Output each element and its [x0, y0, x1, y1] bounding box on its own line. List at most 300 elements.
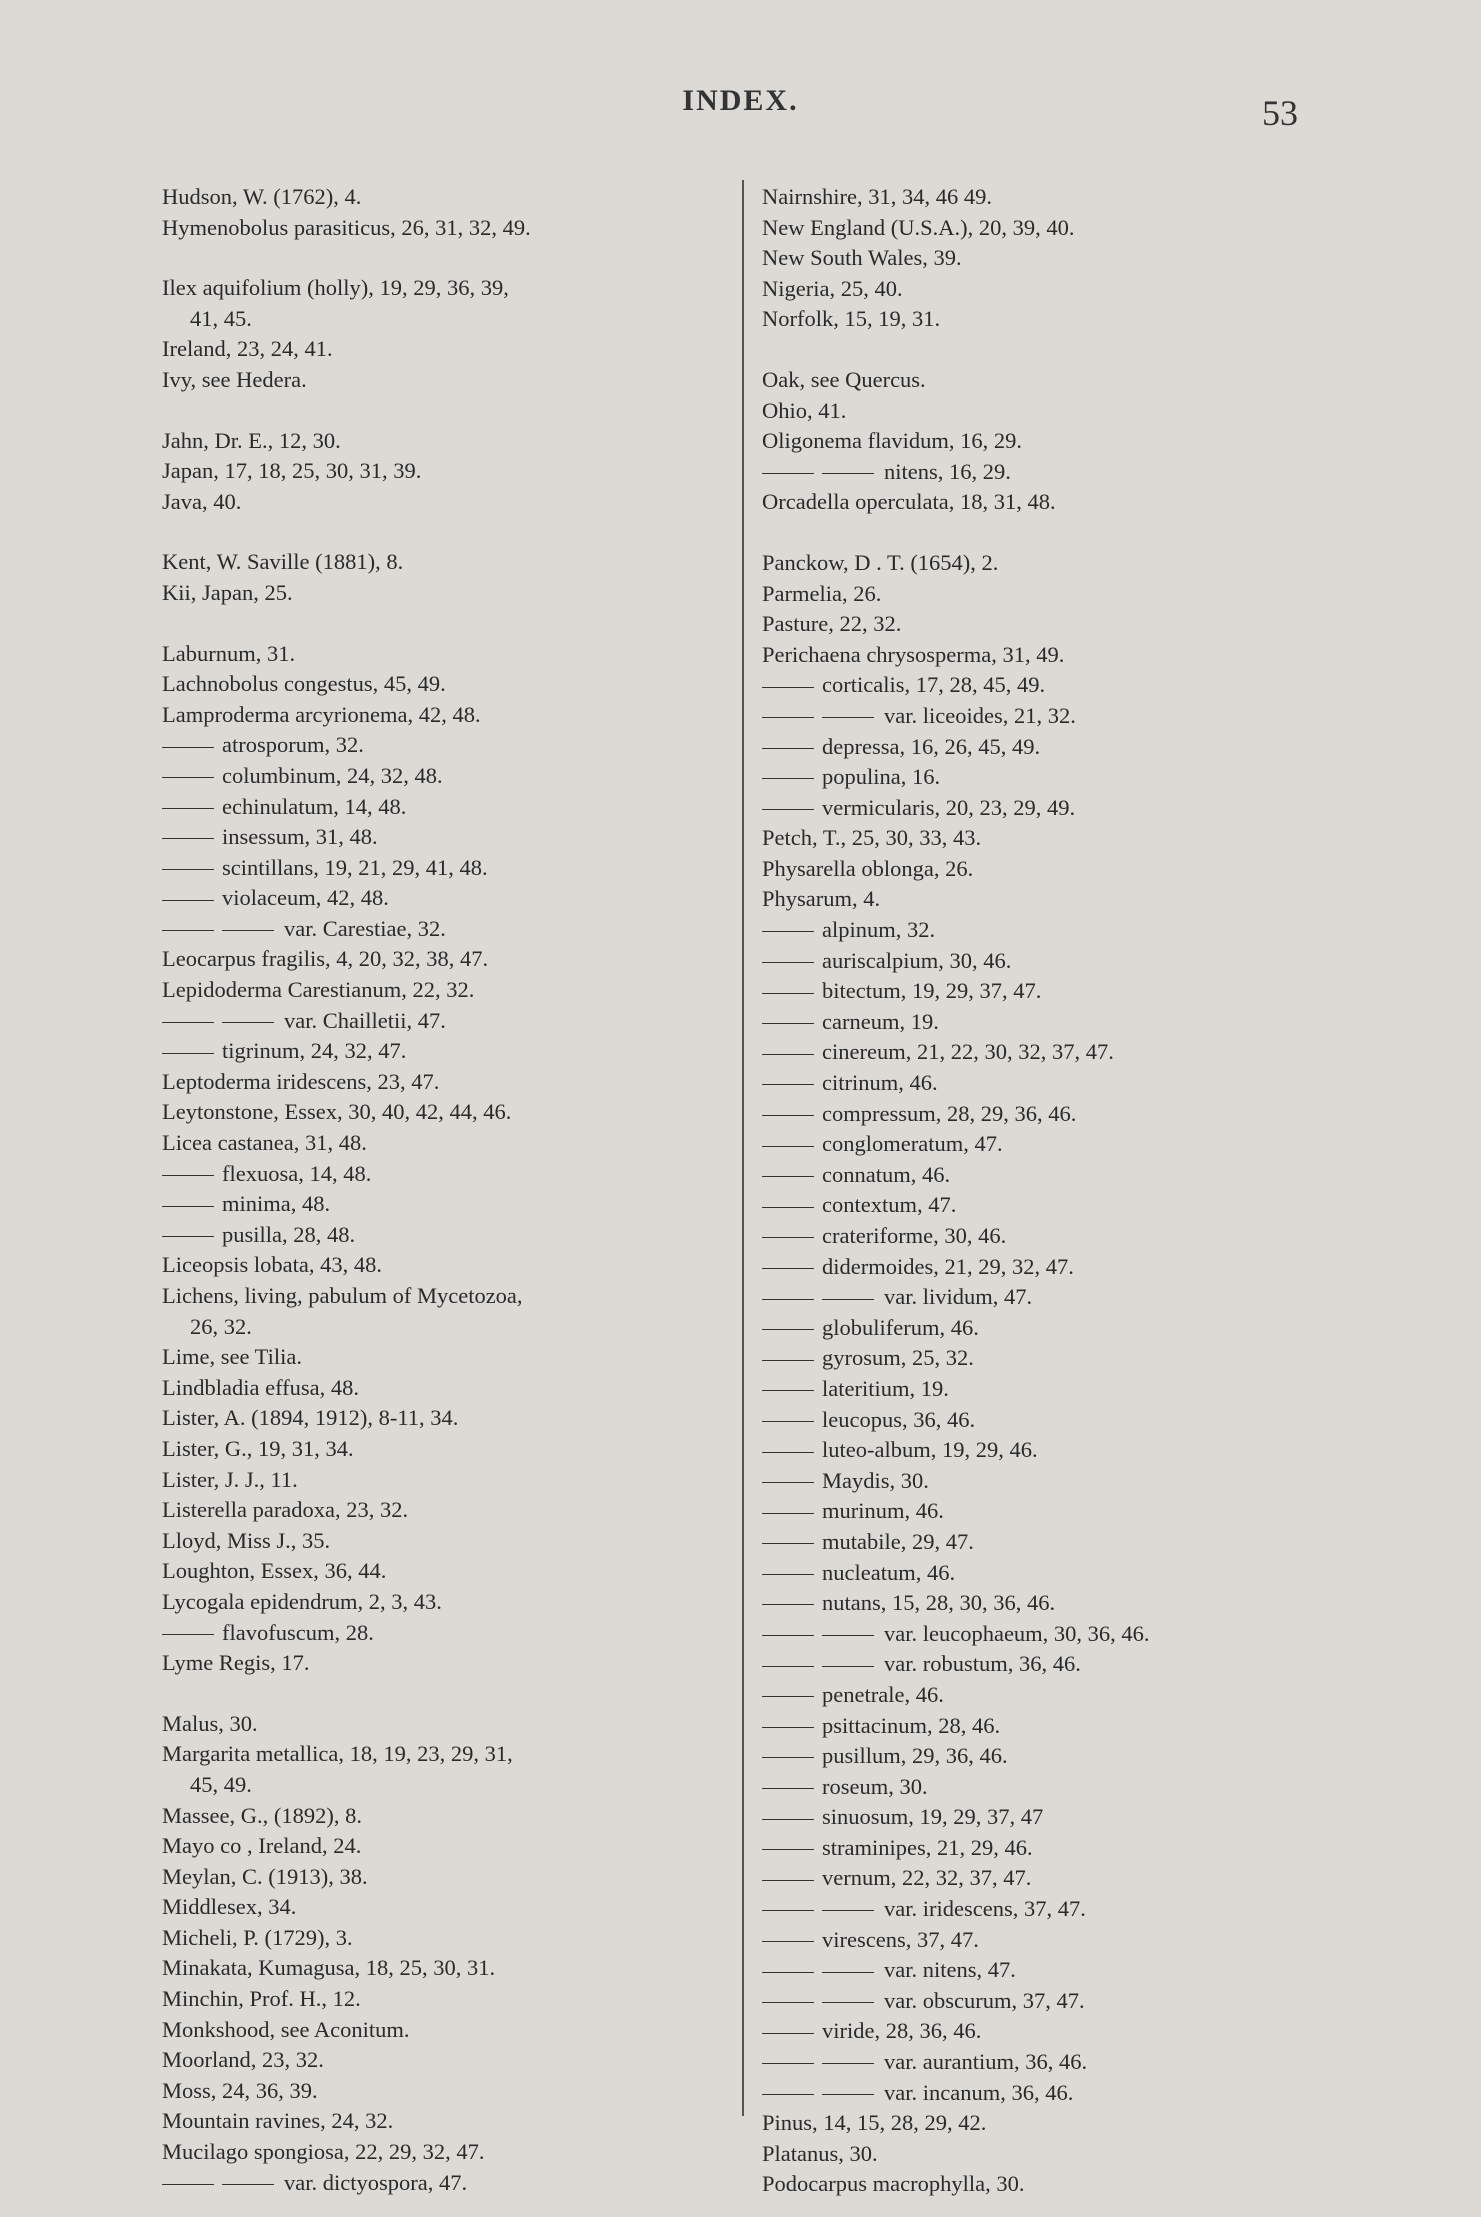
index-entry-text: pusilla, 28, 48.	[222, 1221, 356, 1247]
ditto-dash	[762, 1084, 814, 1085]
index-entry	[762, 2108, 1382, 2139]
index-entry	[162, 1465, 722, 1496]
index-entry	[162, 456, 722, 487]
index-entry-text: vernum, 22, 32, 37, 47.	[822, 1865, 1032, 1891]
index-entry-text: var. incanum, 36, 46.	[884, 2079, 1074, 2105]
ditto-dash	[762, 2094, 814, 2095]
ditto-dash	[162, 747, 214, 748]
index-entry	[762, 1833, 1382, 1864]
index-entry-text: Lister, J. J., 11.	[162, 1466, 298, 1492]
index-entry-text: var. dictyospora, 47.	[284, 2169, 468, 2195]
index-entry-text: crateriforme, 30, 46.	[822, 1223, 1007, 1248]
ditto-dash	[762, 1176, 814, 1177]
index-entry	[162, 1006, 722, 1037]
ditto-dash	[162, 1053, 214, 1054]
index-entry	[162, 1250, 722, 1281]
index-entry	[762, 1986, 1382, 2017]
ditto-dash	[762, 1819, 814, 1820]
index-entry-text: insessum, 31, 48.	[222, 824, 378, 850]
ditto-dash	[222, 1022, 274, 1023]
index-entry	[162, 1984, 722, 2015]
ditto-dash	[762, 748, 814, 749]
index-entry	[162, 792, 722, 823]
index-entry-text: Micheli, P. (1729), 3.	[162, 1924, 353, 1950]
ditto-dash	[822, 2063, 874, 2064]
index-entry	[762, 1099, 1382, 1130]
index-entry-text: tigrinum, 24, 32, 47.	[222, 1038, 407, 1064]
ditto-dash	[762, 1390, 814, 1391]
index-entry	[162, 1159, 722, 1190]
ditto-dash	[162, 777, 214, 778]
index-entry-text: var. nitens, 47.	[884, 1957, 1016, 1983]
index-entry-text: didermoides, 21, 29, 32, 47.	[822, 1253, 1074, 1279]
ditto-dash	[762, 1421, 814, 1422]
index-entry	[162, 975, 722, 1006]
index-entry-text: Ireland, 23, 24, 41.	[162, 336, 333, 362]
index-entry	[162, 1128, 722, 1159]
index-entry	[762, 1772, 1382, 1803]
index-entry	[762, 946, 1382, 977]
index-entry	[162, 1495, 722, 1526]
index-entry	[162, 578, 722, 609]
index-entry	[162, 1342, 722, 1373]
index-entry	[762, 548, 1382, 579]
index-entry-text: Pasture, 22, 32.	[762, 611, 902, 637]
index-entry-text: flavofuscum, 28.	[222, 1619, 374, 1645]
index-entry-text: Ohio, 41.	[762, 397, 847, 423]
ditto-dash	[762, 473, 814, 474]
index-entry	[162, 2106, 722, 2137]
index-entry	[162, 365, 722, 396]
ditto-dash	[762, 1696, 814, 1697]
index-entry-text: Leptoderma iridescens, 23, 47.	[162, 1068, 440, 1094]
index-entry	[762, 1741, 1382, 1772]
index-entry	[162, 1097, 722, 1128]
index-entry-text: luteo-album, 19, 29, 46.	[822, 1437, 1038, 1463]
index-entry-text: Physarella oblonga, 26.	[762, 855, 974, 881]
index-entry-text: conglomeratum, 47.	[822, 1131, 1003, 1157]
index-entry	[762, 1129, 1382, 1160]
index-entry-text: alpinum, 32.	[822, 917, 936, 943]
index-entry-text: Leytonstone, Essex, 30, 40, 42, 44, 46.	[162, 1099, 512, 1125]
ditto-dash	[762, 1543, 814, 1544]
index-entry-text: Oak, see Quercus.	[762, 366, 926, 392]
index-entry	[762, 701, 1382, 732]
index-entry-text: corticalis, 17, 28, 45, 49.	[822, 672, 1046, 698]
index-entry	[762, 1619, 1382, 1650]
index-entry	[162, 1953, 722, 1984]
index-entry	[762, 2139, 1382, 2170]
index-entry-text: Nigeria, 25, 40.	[762, 275, 903, 301]
index-entry-text: vermicularis, 20, 23, 29, 49.	[822, 794, 1076, 820]
index-entry-text: Lachnobolus congestus, 45, 49.	[162, 671, 446, 697]
index-entry-text: flexuosa, 14, 48.	[222, 1160, 372, 1186]
index-entry	[762, 1925, 1382, 1956]
index-entry-text: auriscalpium, 30, 46.	[822, 947, 1012, 973]
index-entry	[762, 1160, 1382, 1191]
index-entry	[762, 1955, 1382, 1986]
index-entry-text: Listerella paradoxa, 23, 32.	[162, 1497, 409, 1523]
index-entry-text: var. Chailletii, 47.	[284, 1007, 446, 1033]
index-entry	[762, 1711, 1382, 1742]
ditto-dash	[162, 2184, 214, 2185]
index-entry	[162, 1862, 722, 1893]
index-entry	[762, 1374, 1382, 1405]
ditto-dash	[822, 1299, 874, 1300]
index-entry-text: Orcadella operculata, 18, 31, 48.	[762, 489, 1056, 515]
ditto-dash	[162, 1634, 214, 1635]
index-entry	[162, 944, 722, 975]
index-entry	[162, 426, 722, 457]
index-entry-text: mutabile, 29, 47.	[822, 1528, 974, 1554]
index-entry	[162, 2045, 722, 2076]
page-title: INDEX.	[682, 84, 799, 117]
index-entry	[762, 579, 1382, 610]
index-entry	[162, 2168, 722, 2199]
index-entry-text: Moss, 24, 36, 39.	[162, 2077, 318, 2103]
index-entry	[162, 914, 722, 945]
index-entry	[762, 396, 1382, 427]
index-entry-text: var. robustum, 36, 46.	[884, 1651, 1081, 1677]
ditto-dash	[222, 930, 274, 931]
ditto-dash	[762, 1788, 814, 1789]
index-entry-text: Kii, Japan, 25.	[162, 579, 293, 605]
index-entry-text: leucopus, 36, 46.	[822, 1406, 976, 1432]
ditto-dash	[762, 1849, 814, 1850]
index-entry-text: Panckow, D . T. (1654), 2.	[762, 549, 999, 575]
index-entry-text: Loughton, Essex, 36, 44.	[162, 1558, 387, 1584]
index-entry	[162, 853, 722, 884]
index-entry-text: citrinum, 46.	[822, 1070, 938, 1096]
index-entry-text: straminipes, 21, 29, 46.	[822, 1834, 1033, 1860]
index-entry	[162, 1434, 722, 1465]
page-number: 53	[1262, 93, 1298, 133]
index-entry	[162, 1312, 722, 1343]
index-entry	[162, 1189, 722, 1220]
index-entry	[762, 487, 1382, 518]
index-entry-text: Petch, T., 25, 30, 33, 43.	[762, 825, 982, 851]
index-entry-text: Norfolk, 15, 19, 31.	[762, 306, 941, 332]
index-entry	[162, 639, 722, 670]
index-entry-text: Parmelia, 26.	[762, 580, 882, 606]
ditto-dash	[762, 1880, 814, 1881]
index-entry	[762, 426, 1382, 457]
index-entry	[762, 884, 1382, 915]
index-entry-text: Platanus, 30.	[762, 2140, 878, 2166]
ditto-dash	[762, 1054, 814, 1055]
index-entry	[762, 304, 1382, 335]
index-entry-text: Oligonema flavidum, 16, 29.	[762, 428, 1022, 454]
index-entry-text: nucleatum, 46.	[822, 1559, 956, 1585]
index-entry-text: Ivy, see Hedera.	[162, 366, 307, 392]
ditto-dash	[162, 1236, 214, 1237]
index-entry	[762, 1405, 1382, 1436]
ditto-dash	[162, 930, 214, 931]
ditto-dash	[762, 1941, 814, 1942]
index-entry	[762, 365, 1382, 396]
ditto-dash	[762, 1910, 814, 1911]
index-entry	[162, 1373, 722, 1404]
index-entry-text: Ilex aquifolium (holly), 19, 29, 36, 39,	[162, 275, 509, 301]
index-entry	[762, 1466, 1382, 1497]
index-entry-text: pusillum, 29, 36, 46.	[822, 1743, 1008, 1769]
index-entry-text: Lloyd, Miss J., 35.	[162, 1527, 331, 1553]
index-entry	[762, 2078, 1382, 2109]
index-entry	[162, 273, 722, 304]
index-entry	[762, 854, 1382, 885]
index-entry-text: Maydis, 30.	[822, 1467, 929, 1493]
index-entry-text: var. aurantium, 36, 46.	[884, 2049, 1088, 2075]
index-entry-text: Minchin, Prof. H., 12.	[162, 1986, 361, 2012]
ditto-dash	[822, 1972, 874, 1973]
index-entry-text: lateritium, 19.	[822, 1375, 949, 1401]
ditto-dash	[762, 1635, 814, 1636]
index-entry-text: Lister, G., 19, 31, 34.	[162, 1435, 354, 1461]
ditto-dash	[162, 808, 214, 809]
ditto-dash	[762, 962, 814, 963]
index-entry-text: Mayo co , Ireland, 24.	[162, 1833, 362, 1859]
index-entry-text: Minakata, Kumagusa, 18, 25, 30, 31.	[162, 1955, 496, 1981]
index-entry-text: Hymenobolus parasiticus, 26, 31, 32, 49.	[162, 214, 531, 240]
index-entry-text: violaceum, 42, 48.	[222, 885, 389, 911]
index-entry-text: Kent, W. Saville (1881), 8.	[162, 549, 404, 575]
ditto-dash	[162, 1175, 214, 1176]
index-entry	[162, 1281, 722, 1312]
ditto-dash	[762, 1604, 814, 1605]
index-entry	[162, 334, 722, 365]
index-entry-text: bitectum, 19, 29, 37, 47.	[822, 978, 1042, 1004]
index-entry	[762, 1068, 1382, 1099]
index-entry	[762, 1527, 1382, 1558]
index-entry-text: Perichaena chrysosperma, 31, 49.	[762, 641, 1065, 667]
ditto-dash	[762, 931, 814, 932]
index-entry-text: virescens, 37, 47.	[822, 1926, 979, 1952]
index-entry-text: Monkshood, see Aconitum.	[162, 2016, 410, 2042]
index-entry	[162, 2076, 722, 2107]
index-entry-text: depressa, 16, 26, 45, 49.	[822, 733, 1041, 759]
index-entry-text: 41, 45.	[190, 305, 252, 331]
ditto-dash	[822, 473, 874, 474]
index-entry	[762, 1007, 1382, 1038]
index-entry	[762, 2047, 1382, 2078]
index-entry	[762, 1037, 1382, 1068]
index-entry	[762, 1435, 1382, 1466]
index-entry	[162, 547, 722, 578]
index-entry-text: var. liceoides, 21, 32.	[884, 702, 1076, 728]
index-entry-text: viride, 28, 36, 46.	[822, 2018, 982, 2044]
index-entry-text: Malus, 30.	[162, 1710, 258, 1736]
index-entry-text: 45, 49.	[190, 1771, 252, 1797]
ditto-dash	[822, 1635, 874, 1636]
index-entry	[162, 1220, 722, 1251]
index-entry-text: Physarum, 4.	[762, 886, 881, 912]
index-entry-text: murinum, 46.	[822, 1498, 944, 1524]
index-entry-text: Laburnum, 31.	[162, 640, 296, 666]
ditto-dash	[162, 838, 214, 839]
index-entry	[762, 609, 1382, 640]
ditto-dash	[162, 1022, 214, 1023]
index-entry-text: Lindbladia effusa, 48.	[162, 1374, 360, 1400]
index-entry	[162, 2015, 722, 2046]
ditto-dash	[822, 2094, 874, 2095]
index-entry-text: Lister, A. (1894, 1912), 8-11, 34.	[162, 1405, 459, 1431]
ditto-dash	[222, 2184, 274, 2185]
index-entry-text: echinulatum, 14, 48.	[222, 793, 407, 819]
index-entry-text: contextum, 47.	[822, 1192, 957, 1218]
index-entry-text: Liceopsis lobata, 43, 48.	[162, 1252, 382, 1278]
index-entry	[162, 1923, 722, 1954]
index-entry	[762, 1190, 1382, 1221]
index-entry	[762, 457, 1382, 488]
index-entry-text: Lichens, living, pabulum of Mycetozoa,	[162, 1283, 523, 1308]
index-entry	[162, 1770, 722, 1801]
index-entry-text: var. Carestiae, 32.	[284, 915, 446, 941]
index-entry	[762, 976, 1382, 1007]
index-entry	[762, 640, 1382, 671]
index-entry	[762, 1343, 1382, 1374]
index-entry	[162, 700, 722, 731]
ditto-dash	[762, 1207, 814, 1208]
index-entry	[162, 1526, 722, 1557]
index-entry	[162, 1403, 722, 1434]
index-entry	[762, 2016, 1382, 2047]
ditto-dash	[762, 1452, 814, 1453]
ditto-dash	[162, 900, 214, 901]
index-entry	[762, 793, 1382, 824]
index-entry-text: nutans, 15, 28, 30, 36, 46.	[822, 1590, 1056, 1616]
index-entry	[162, 2137, 722, 2168]
index-entry-text: Middlesex, 34.	[162, 1894, 297, 1920]
index-entry	[162, 304, 722, 335]
index-entry	[162, 761, 722, 792]
index-entry	[162, 822, 722, 853]
ditto-dash	[762, 1329, 814, 1330]
index-entry	[762, 1221, 1382, 1252]
index-entry	[762, 243, 1382, 274]
ditto-dash	[162, 869, 214, 870]
index-entry	[162, 1036, 722, 1067]
index-entry	[762, 823, 1382, 854]
index-entry	[762, 915, 1382, 946]
index-entry	[162, 1801, 722, 1832]
index-entry	[762, 1894, 1382, 1925]
index-entry-text: Moorland, 23, 32.	[162, 2047, 324, 2073]
index-entry	[162, 487, 722, 518]
index-entry	[762, 1680, 1382, 1711]
ditto-dash	[762, 717, 814, 718]
index-entry-text: populina, 16.	[822, 764, 941, 790]
ditto-dash	[762, 778, 814, 779]
index-entry-text: connatum, 46.	[822, 1161, 951, 1187]
ditto-dash	[762, 1482, 814, 1483]
right-column	[762, 182, 1382, 2200]
ditto-dash	[822, 717, 874, 718]
index-entry	[162, 1831, 722, 1862]
ditto-dash	[762, 1574, 814, 1575]
ditto-dash	[822, 2002, 874, 2003]
ditto-dash	[822, 1910, 874, 1911]
ditto-dash	[762, 2063, 814, 2064]
ditto-dash	[762, 2002, 814, 2003]
index-entry	[762, 1496, 1382, 1527]
index-entry	[162, 669, 722, 700]
index-entry-text: globuliferum, 46.	[822, 1314, 979, 1340]
ditto-dash	[762, 1972, 814, 1973]
index-entry	[162, 1556, 722, 1587]
index-entry	[162, 213, 722, 244]
index-entry	[762, 274, 1382, 305]
left-column	[162, 182, 722, 2198]
index-entry-text: Lyme Regis, 17.	[162, 1650, 310, 1676]
index-entry-text: New South Wales, 39.	[762, 245, 962, 271]
ditto-dash	[762, 809, 814, 810]
ditto-dash	[762, 1299, 814, 1300]
index-entry	[762, 1802, 1382, 1833]
ditto-dash	[762, 1513, 814, 1514]
index-entry-text: Margarita metallica, 18, 19, 23, 29, 31,	[162, 1741, 513, 1767]
index-entry-text: nitens, 16, 29.	[884, 458, 1011, 484]
index-entry	[162, 1739, 722, 1770]
ditto-dash	[162, 1206, 214, 1207]
index-entry	[162, 1892, 722, 1923]
index-entry	[762, 670, 1382, 701]
index-entry	[762, 732, 1382, 763]
index-entry	[762, 1863, 1382, 1894]
index-entry-text: psittacinum, 28, 46.	[822, 1712, 1001, 1738]
ditto-dash	[762, 1757, 814, 1758]
index-entry-text: Japan, 17, 18, 25, 30, 31, 39.	[162, 458, 422, 484]
index-entry-text: var. lividum, 47.	[884, 1284, 1033, 1310]
ditto-dash	[762, 1268, 814, 1269]
index-entry-text: Lamproderma arcyrionema, 42, 48.	[162, 701, 481, 727]
index-entry-text: Java, 40.	[162, 488, 242, 514]
index-entry	[762, 2169, 1382, 2200]
index-entry	[762, 1313, 1382, 1344]
index-entry	[762, 182, 1382, 213]
index-entry-text: penetrale, 46.	[822, 1681, 944, 1707]
index-entry	[162, 883, 722, 914]
index-entry-text: 26, 32.	[190, 1313, 252, 1339]
index-entry-text: New England (U.S.A.), 20, 39, 40.	[762, 214, 1075, 240]
index-entry-text: Mucilago spongiosa, 22, 29, 32, 47.	[162, 2139, 485, 2165]
ditto-dash	[762, 1237, 814, 1238]
index-entry-text: var. leucophaeum, 30, 36, 46.	[884, 1620, 1150, 1646]
ditto-dash	[762, 1023, 814, 1024]
index-entry-text: Lepidoderma Carestianum, 22, 32.	[162, 977, 475, 1003]
ditto-dash	[762, 2033, 814, 2034]
ditto-dash	[762, 993, 814, 994]
index-entry	[162, 1648, 722, 1679]
index-entry-text: sinuosum, 19, 29, 37, 47	[822, 1804, 1044, 1830]
column-divider	[742, 180, 744, 2116]
index-entry-text: atrosporum, 32.	[222, 732, 364, 758]
index-entry-text: Jahn, Dr. E., 12, 30.	[162, 427, 341, 453]
index-entry-text: roseum, 30.	[822, 1773, 928, 1799]
index-entry	[762, 1588, 1382, 1619]
index-entry	[162, 182, 722, 213]
index-entry-text: compressum, 28, 29, 36, 46.	[822, 1100, 1077, 1126]
ditto-dash	[822, 1666, 874, 1667]
index-entry-text: cinereum, 21, 22, 30, 32, 37, 47.	[822, 1039, 1114, 1065]
index-entry	[762, 1649, 1382, 1680]
index-entry-text: gyrosum, 25, 32.	[822, 1345, 974, 1371]
index-entry	[762, 1252, 1382, 1283]
index-entry-text: Lycogala epidendrum, 2, 3, 43.	[162, 1588, 442, 1614]
index-entry-text: minima, 48.	[222, 1191, 331, 1217]
index-entry-text: var. obscurum, 37, 47.	[884, 1987, 1085, 2013]
index-entry-text: Massee, G., (1892), 8.	[162, 1802, 362, 1828]
index-entry	[762, 762, 1382, 793]
